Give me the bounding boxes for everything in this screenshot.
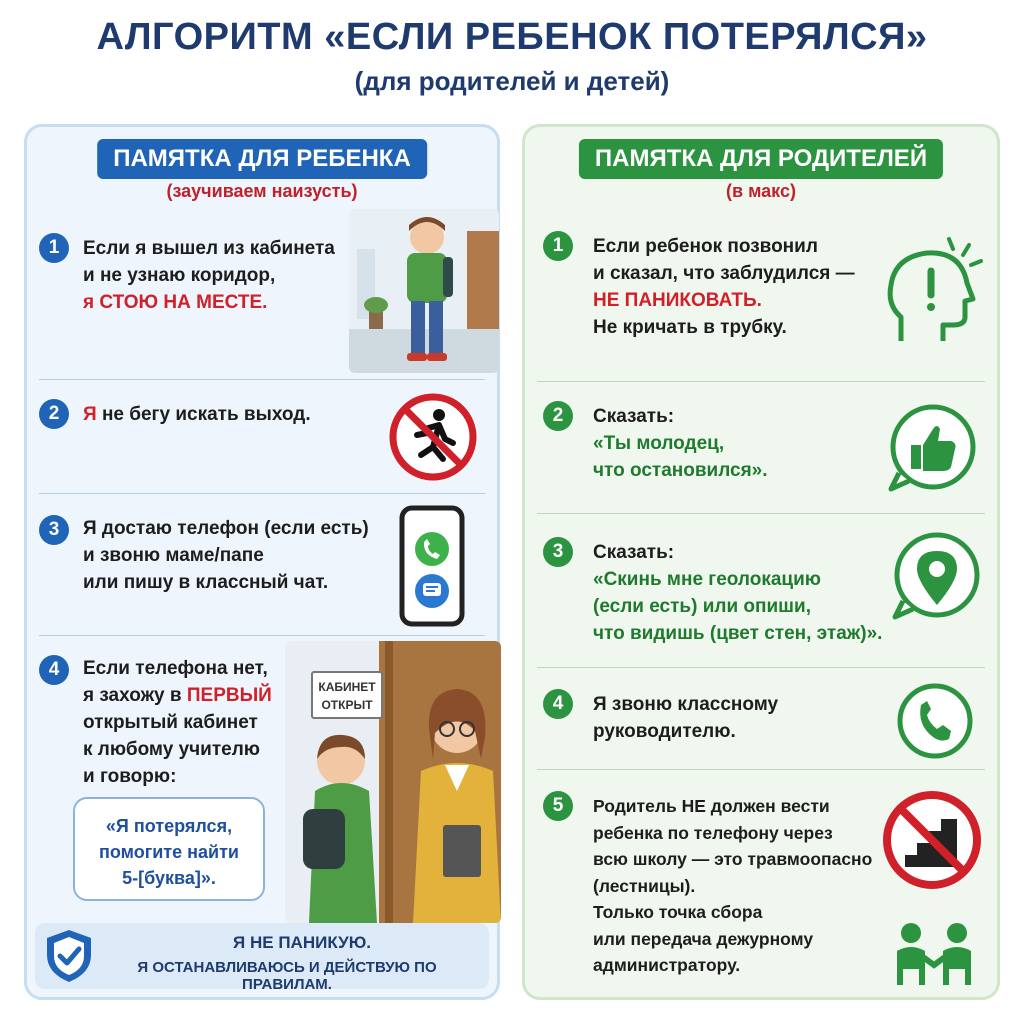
step-number: 1 [39, 233, 69, 263]
location-pin-icon [889, 529, 983, 628]
thumbs-up-icon [885, 401, 979, 500]
step-text: Сказать: «Скинь мне геолокацию (если есть) или опиши, что видишь (цвет стен, этаж)». [593, 542, 883, 644]
step-text: Я звоню классному руководителю. [593, 694, 779, 742]
step-text: Если я вышел из кабинета и не узнаю коридор, я СТОЮ НА МЕСТЕ. [83, 238, 335, 313]
step-number: 1 [543, 231, 573, 261]
child-item-4 [27, 637, 497, 927]
divider [39, 379, 485, 380]
door-sign: КАБИНЕТ ОТКРЫТ [311, 671, 383, 719]
parent-memo-note: (в макс) [726, 181, 796, 201]
divider [39, 635, 485, 636]
step-text: Я достаю телефон (если есть) и звоню маме/папе или пишу в классный чат. [83, 518, 369, 593]
divider [537, 513, 985, 514]
parent-item-1 [525, 213, 997, 381]
handover-people-icon [889, 921, 979, 992]
step-number: 3 [39, 515, 69, 545]
step-number: 3 [543, 537, 573, 567]
no-running-icon [387, 391, 479, 488]
step-number: 4 [39, 655, 69, 685]
boy-standing-illustration [349, 209, 499, 373]
step-text: Если ребенок позвонил и сказал, что заблудился — НЕ ПАНИКОВАТЬ. Не кричать в трубку. [593, 236, 855, 338]
step-number: 4 [543, 689, 573, 719]
footer-line-1: Я НЕ ПАНИКУЮ. [233, 933, 371, 952]
parent-item-3 [525, 515, 997, 667]
no-stairs-icon [881, 789, 983, 896]
child-item-3 [27, 495, 497, 635]
parent-item-4 [525, 669, 997, 769]
step-text: Сказать: «Ты молодец, что остановился». [593, 406, 768, 481]
parent-item-2 [525, 383, 997, 513]
parent-item-5 [525, 771, 997, 999]
step-text: Родитель НЕ должен вести ребенка по телефону через всю школу — это травмоопасно (лестницы). Только точка сбора или передача дежурному администратору. [593, 796, 873, 975]
footer-line-2: Я ОСТАНАВЛИВАЮСЬ И ДЕЙСТВУЮ ПО ПРАВИЛАМ. [137, 959, 437, 993]
step-number: 2 [543, 401, 573, 431]
parent-memo-heading: ПАМЯТКА ДЛЯ РОДИТЕЛЕЙ [579, 139, 943, 179]
child-footer [35, 923, 489, 993]
divider [537, 769, 985, 770]
parent-memo-panel [522, 124, 1000, 1000]
page-subtitle: (для родителей и детей) [354, 66, 670, 96]
divider [39, 493, 485, 494]
shield-check-icon [43, 927, 95, 990]
child-memo-note: (заучиваем наизусть) [166, 181, 358, 201]
child-memo-panel [24, 124, 500, 1000]
phone-call-icon [895, 681, 975, 766]
speech-bubble: «Я потерялся, помогите найти 5-[буква]». [73, 797, 265, 901]
child-memo-heading: ПАМЯТКА ДЛЯ РЕБЕНКА [97, 139, 427, 179]
smartphone-icon [399, 505, 465, 632]
step-text: Я не бегу искать выход. [83, 404, 311, 425]
step-text: Если телефона нет, я захожу в ПЕРВЫЙ открытый кабинет к любому учителю и говорю: [83, 658, 272, 787]
divider [537, 381, 985, 382]
child-item-2 [27, 381, 497, 493]
teacher-and-boy-illustration [285, 641, 501, 923]
step-number: 5 [543, 791, 573, 821]
divider [537, 667, 985, 668]
step-number: 2 [39, 399, 69, 429]
page-title: АЛГОРИТМ «ЕСЛИ РЕБЕНОК ПОТЕРЯЛСЯ» [96, 16, 928, 58]
head-exclamation-icon [881, 233, 987, 358]
child-item-1 [27, 207, 497, 379]
